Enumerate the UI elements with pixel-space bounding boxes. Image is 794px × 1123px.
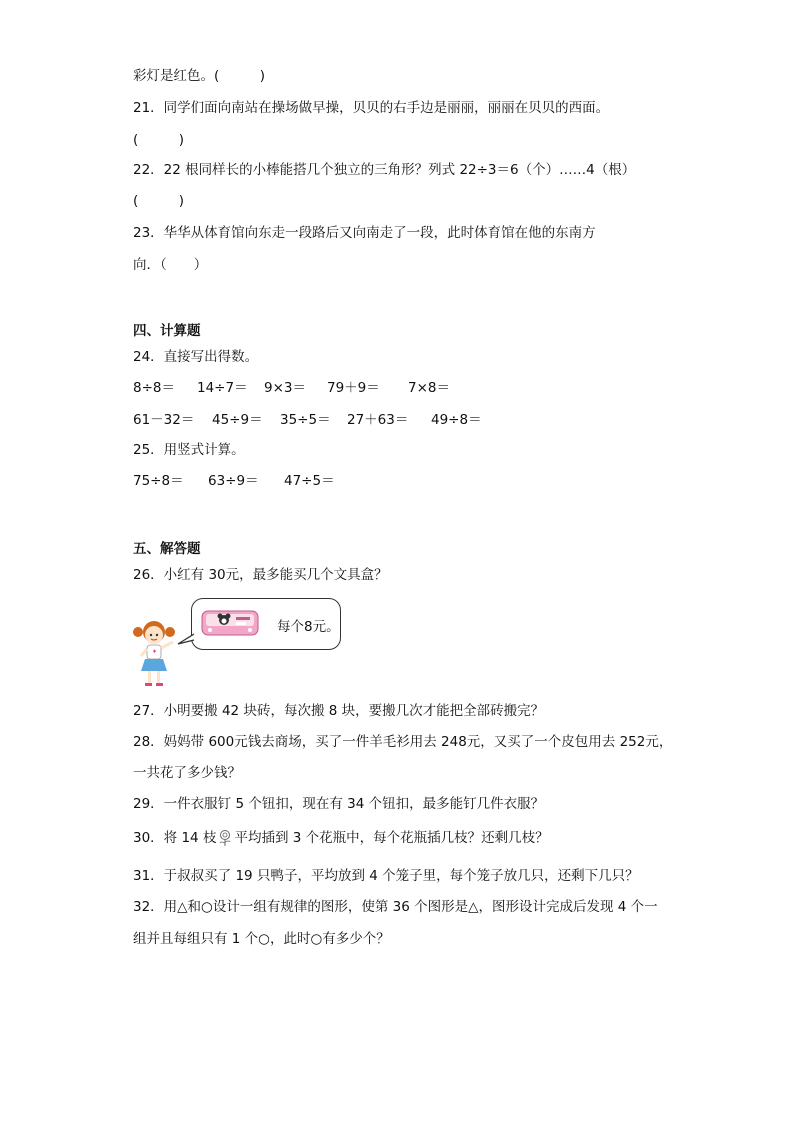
calc-item: 8÷8＝ [133, 380, 175, 396]
q30 [133, 829, 549, 847]
q29: 29．一件衣服钉 5 个钮扣，现在有 34 个钮扣，最多能钉几件衣服？ [133, 796, 545, 812]
calc-item: 75÷8＝ [133, 473, 184, 489]
calc-item: 7×8＝ [408, 380, 450, 396]
calc-item: 47÷5＝ [284, 473, 335, 489]
q23: 23．华华从体育馆向东走一段路后又向南走了一段，此时体育馆在他的东南方 [133, 225, 596, 241]
q20-tail: 彩灯是红色。( ) [133, 68, 266, 84]
q32-tail: 组并且每组只有 1 个○，此时○有多少个？ [133, 931, 390, 947]
q30-part2: 平均插到 3 个花瓶中，每个花瓶插几枝？还剩几枝？ [234, 830, 549, 846]
bubble-tail [176, 632, 196, 646]
section-4-heading: 四、计算题 [133, 323, 201, 339]
q24: 24．直接写出得数。 [133, 349, 259, 365]
calc-item: 79＋9＝ [327, 380, 380, 396]
q31: 31．于叔叔买了 19 只鸭子，平均放到 4 个笼子里，每个笼子放几只，还剩下几只？ [133, 868, 639, 884]
calc-item: 14÷7＝ [197, 380, 248, 396]
bubble-text: 每个8元。 [277, 619, 340, 635]
section-5-heading: 五、解答题 [133, 541, 201, 557]
q22: 22．22 根同样长的小棒能搭几个独立的三角形？列式 22÷3＝6（个）……4（根） [133, 162, 636, 178]
calc-item: 49÷8＝ [431, 412, 482, 428]
q27: 27．小明要搬 42 块砖，每次搬 8 块，要搬几次才能把全部砖搬完？ [133, 703, 545, 719]
q21-answer: ( ) [133, 132, 185, 148]
speech-bubble [191, 598, 341, 650]
calc-item: 63÷9＝ [208, 473, 259, 489]
q21: 21．同学们面向南站在操场做早操，贝贝的右手边是丽丽，丽丽在贝贝的西面。 [133, 100, 610, 116]
pencil-case-image [200, 605, 262, 639]
calc-item: 35÷5＝ [280, 412, 331, 428]
q22-answer: ( ) [133, 193, 185, 209]
calc-item: 9×3＝ [264, 380, 306, 396]
q28-tail: 一共花了多少钱？ [133, 765, 241, 781]
q30-part1: 30．将 14 枝 [133, 830, 217, 846]
calc-item: 45÷9＝ [212, 412, 263, 428]
calc-item: 61－32＝ [133, 412, 195, 428]
calc-item: 27＋63＝ [347, 412, 409, 428]
q32: 32．用△和○设计一组有规律的图形，使第 36 个图形是△，图形设计完成后发现 4 个一 [133, 899, 658, 915]
q28: 28．妈妈带 600元钱去商场，买了一件羊毛衫用去 248元，又买了一个皮包用去 252元， [133, 734, 673, 750]
q25: 25．用竖式计算。 [133, 442, 245, 458]
girl-illustration [133, 616, 179, 690]
q23-tail: 向．（ ） [133, 257, 208, 273]
flower-icon [217, 829, 233, 847]
q26: 26．小红有 30元，最多能买几个文具盒？ [133, 567, 388, 583]
q26-figure [133, 598, 343, 690]
